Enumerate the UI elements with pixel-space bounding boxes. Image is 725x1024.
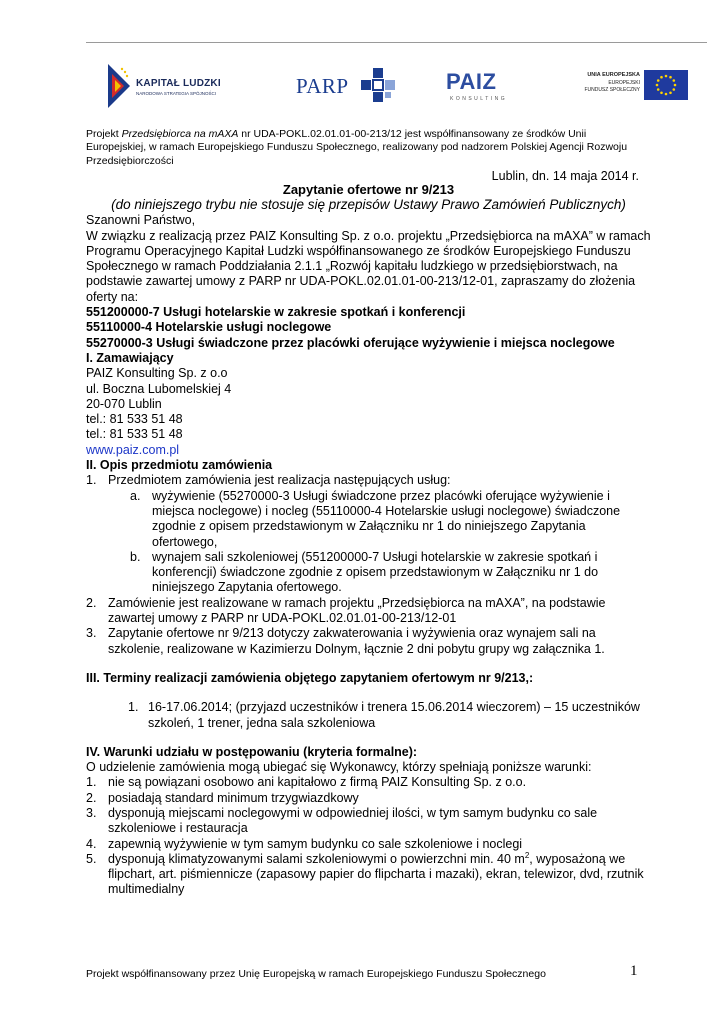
list-item: [86, 626, 651, 657]
project-note: [86, 128, 646, 168]
conditions-intro: O udzielenie zamówienia mogą ubiegać się Wykonawcy, którzy spełniają poniższe warunki:: [86, 760, 592, 775]
list-text: wynajem sali szkoleniowej (551200000-7 Usługi hotelarskie w zakresie spotkań i konferencji) świadczone zgodnie z opisem przedstawionym w Załączniku nr 1 do niniejszego Zapytania ofertowego.: [152, 549, 599, 595]
project-note-rest: nr UDA-POKL.02.01.01-00-213/12 jest współfinansowany ze środków Unii Europejskiej, w ramach Europejskiego Funduszu Społecznego, realizowany pod nadzorem Polskiej Agencji Rozwoju Przedsiębiorczości: [86, 128, 628, 167]
kapital-ludzki-sub: NARODOWA STRATEGIA SPÓJNOŚCI: [136, 91, 217, 96]
ue-line2: EUROPEJSKI: [608, 80, 640, 86]
ue-line3: FUNDUSZ SPOŁECZNY: [584, 87, 640, 93]
list-letter: b.: [130, 549, 141, 564]
intro-paragraph: W związku z realizacją przez PAIZ Konsulting Sp. z o.o. projektu „Przedsiębiorca na mAXA” w ramach Programu Operacyjnego Kapitał Ludzki współfinansowanego ze środków Europejskiego Funduszu Społecznego w ramach Poddziałania 2.1.1 „Rozwój kapitału ludzkiego w przedsiębiorstwach, na podstawie zawartej umowy z PARP nr UDA-POKL.02.01.01-00-213/12-01, zapraszamy do złożenia oferty na:: [86, 228, 651, 304]
logo-bar: [86, 62, 707, 112]
list-item: [86, 791, 651, 806]
sublist-item: [130, 489, 651, 550]
list-number: 4.: [86, 836, 97, 851]
list-text: zapewnią wyżywienie w tym samym budynku co sale szkoleniowe i noclegi: [108, 836, 523, 851]
phone-line: tel.: 81 533 51 48: [86, 412, 183, 427]
list-number: 1.: [86, 775, 97, 790]
list-text: [108, 852, 651, 898]
document-date: Lublin, dn. 14 maja 2014 r.: [491, 169, 639, 183]
list-item: [128, 700, 651, 731]
project-note-prefix: Projekt: [86, 128, 122, 140]
project-name-italic: Przedsiębiorca na mAXA: [121, 128, 239, 140]
list-item: [86, 596, 651, 627]
list-number: 1.: [86, 473, 97, 488]
header-rule: [86, 42, 707, 43]
sublist-item: [130, 550, 651, 596]
footer-text: Projekt współfinansowany przez Unię Europejską w ramach Europejskiego Funduszu Społecznego: [86, 968, 546, 980]
cpv-code: 55270000-3 Usługi świadczone przez placówki oferujące wyżywienie i miejsca noclegowe: [86, 335, 615, 350]
page-number: 1: [630, 963, 638, 979]
list-number: 5.: [86, 851, 97, 866]
list-item: [86, 837, 651, 852]
document-body: [86, 181, 651, 898]
address-line: PAIZ Konsulting Sp. z o.o: [86, 366, 228, 381]
section-heading: II. Opis przedmiotu zamówienia: [86, 458, 273, 473]
list-text-before: dysponują klimatyzowanymi salami szkoleniowymi o powierzchni min. 40 m: [108, 851, 525, 866]
address-line: 20-070 Lublin: [86, 396, 162, 411]
paiz-logo-text: PAIZ: [446, 69, 497, 94]
list-number: 3.: [86, 626, 97, 641]
list-number: 3.: [86, 805, 97, 820]
list-item: [86, 852, 651, 898]
kapital-ludzki-logo: [86, 62, 256, 112]
list-number: 1.: [128, 700, 139, 715]
eu-flag-icon: [644, 70, 688, 100]
cpv-code: 551200000-7 Usługi hotelarskie w zakresie spotkań i konferencji: [86, 305, 466, 320]
list-text: Zamówienie jest realizowane w ramach projektu „Przedsiębiorca na mAXA”, na podstawie zawartej umowy z PARP nr UDA-POKL.02.01.01-00-213/12-01: [108, 595, 606, 626]
list-text-after: , wyposażoną we flipchart, art. piśmiennicze (zapasowy papier do flipcharta i mazaki), ekran, telewizor, dvd, rzutnik multimedialny: [108, 851, 644, 897]
greeting: Szanowni Państwo,: [86, 213, 196, 228]
list-text: dysponują miejscami noclegowymi w odpowiedniej ilości, w tym samym budynku co sale szkoleniowe i restauracja: [108, 805, 598, 836]
list-number: 2.: [86, 790, 97, 805]
document-subtitle: (do niniejszego trybu nie stosuje się przepisów Ustawy Prawo Zamówień Publicznych): [111, 197, 626, 213]
list-number: 2.: [86, 595, 97, 610]
paiz-logo-sub: KONSULTING: [450, 96, 508, 102]
phone-line: tel.: 81 533 51 48: [86, 427, 183, 442]
list-text: Przedmiotem zamówienia jest realizacja następujących usług:: [108, 473, 451, 488]
list-item: [86, 806, 651, 837]
kapital-ludzki-mark-icon: [108, 64, 130, 108]
list-text: wyżywienie (55270000-3 Usługi świadczone przez placówki oferujące wyżywienie i miejsca noclegowe) i nocleg (55110000-4 Hotelarskie usługi noclegowe) świadczone zgodnie z opisem przedstawionym w Załączniku nr 1 do niniejszego Zapytania ofertowego,: [152, 488, 621, 549]
parp-mark-icon: [361, 68, 395, 102]
document-title: Zapytanie ofertowe nr 9/213: [282, 182, 455, 197]
section-heading: I. Zamawiający: [86, 350, 174, 365]
ue-logo: [584, 70, 688, 100]
section-heading: IV. Warunki udziału w postępowaniu (kryteria formalne):: [86, 744, 418, 759]
list-item: [86, 775, 651, 790]
address-line: ul. Boczna Lubomelskiej 4: [86, 381, 232, 396]
ue-line1: UNIA EUROPEJSKA: [587, 72, 640, 78]
list-text: Zapytanie ofertowe nr 9/213 dotyczy zakwaterowania i wyżywienia oraz wynajem sali na szkolenie, realizowane w Kazimierzu Dolnym, łącznie 2 dni pobytu grupy wg załącznika 1.: [108, 626, 605, 656]
list-text: nie są powiązani osobowo ani kapitałowo z firmą PAIZ Konsulting Sp. z o.o.: [108, 775, 527, 790]
superscript: 2: [524, 850, 530, 860]
website-link[interactable]: www.paiz.com.pl: [86, 442, 180, 457]
parp-logo-text: PARP: [296, 74, 349, 98]
kapital-ludzki-name: KAPITAŁ LUDZKI: [136, 78, 221, 89]
list-letter: a.: [130, 488, 141, 503]
list-item: [86, 473, 651, 488]
list-text: posiadają standard minimum trzygwiazdkowy: [108, 790, 359, 805]
list-text: 16-17.06.2014; (przyjazd uczestników i trenera 15.06.2014 wieczorem) – 15 uczestników szkoleń, 1 trener, jedna sala szkoleniowa: [148, 700, 640, 730]
cpv-code: 55110000-4 Hotelarskie usługi noclegowe: [86, 320, 332, 335]
section-heading: III. Terminy realizacji zamówienia objętego zapytaniem ofertowym nr 9/213,:: [86, 670, 534, 685]
